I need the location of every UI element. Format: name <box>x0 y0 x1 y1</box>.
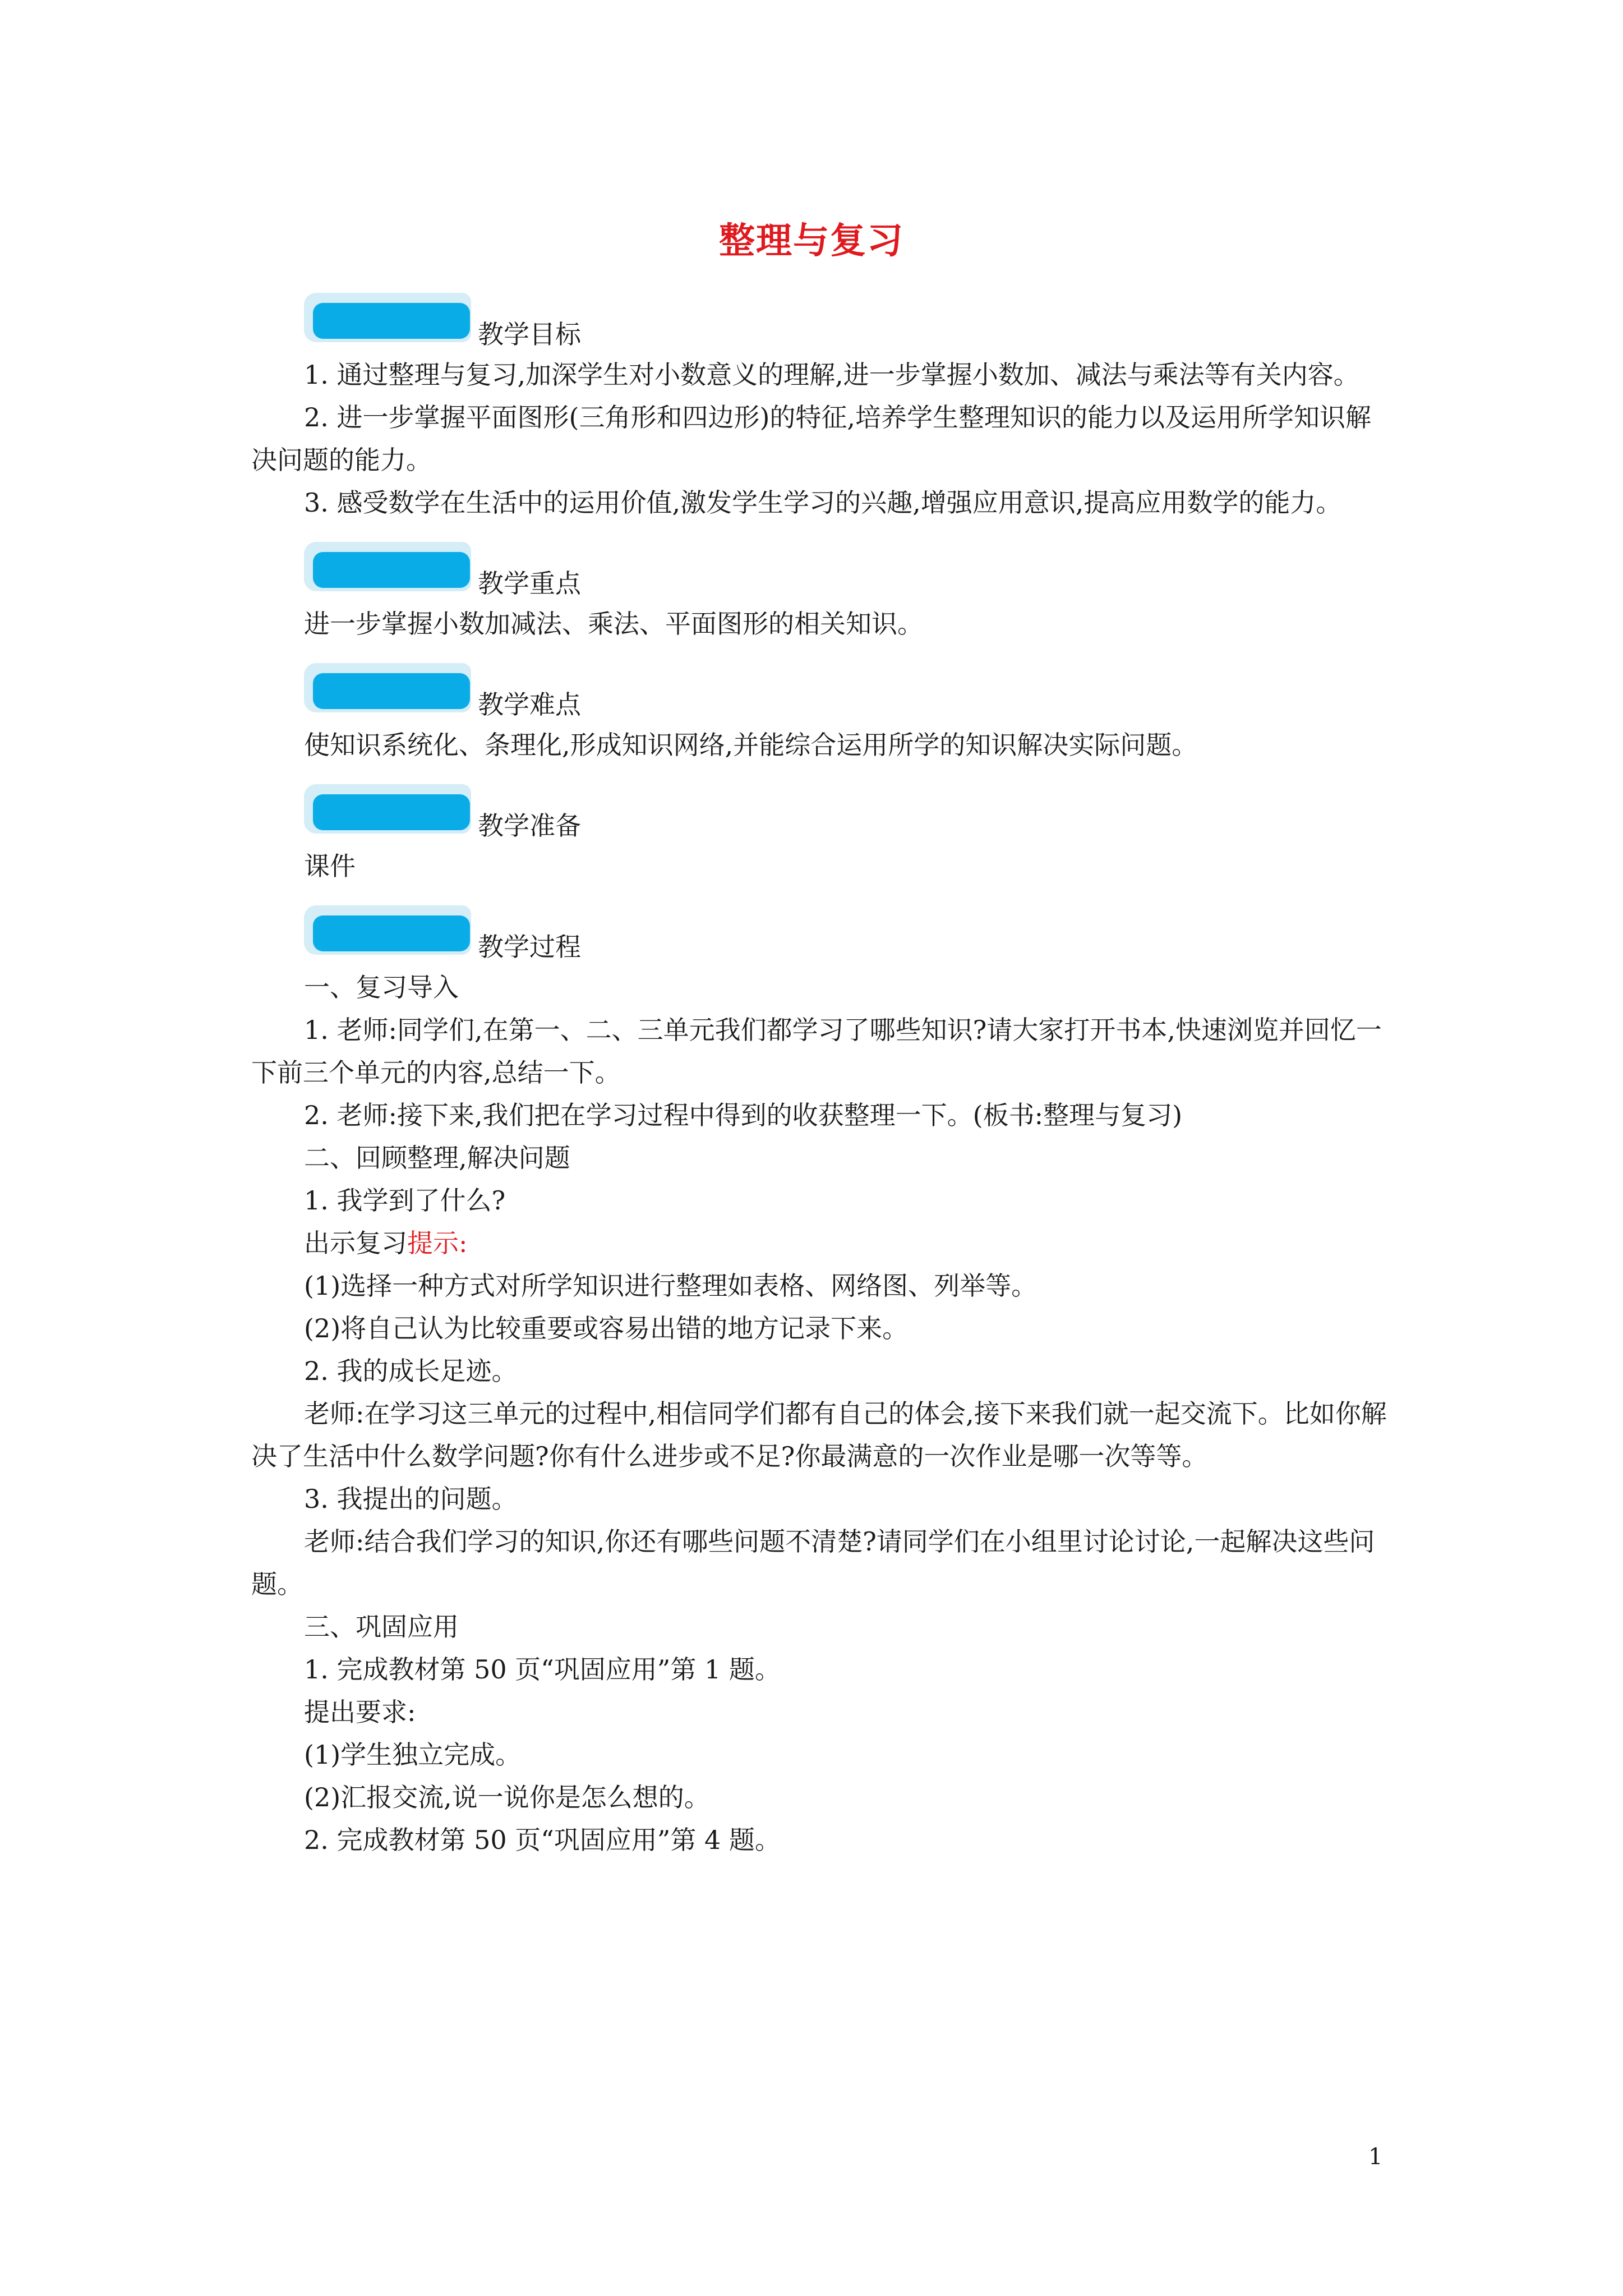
process-line: 1. 完成教材第 50 页“巩固应用”第 1 题。 <box>304 1654 781 1685</box>
process-line: 老师:结合我们学习的知识,你还有哪些问题不清楚?请同学们在小组里讨论讨论,一起解决这些问题。 <box>251 1526 1375 1599</box>
section-label-process: 教学过程 <box>478 932 581 962</box>
process-line: 老师:在学习这三单元的过程中,相信同学们都有自己的体会,接下来我们就一起交流下。比如你解决了生活中什么数学问题?你有什么进步或不足?你最满意的一次作业是哪一次等等。 <box>251 1398 1387 1471</box>
goal-item-2: 2. 进一步掌握平面图形(三角形和四边形)的特征,培养学生整理知识的能力以及运用所学知识解决问题的能力。 <box>251 402 1372 475</box>
section-badge-icon <box>304 293 471 349</box>
section-label-goals: 教学目标 <box>478 319 581 349</box>
hint-label: 提示: <box>407 1228 468 1258</box>
process-heading-2: 二、回顾整理,解决问题 <box>304 1143 570 1173</box>
process-line: (1)选择一种方式对所学知识进行整理如表格、网络图、列举等。 <box>304 1271 1038 1301</box>
lesson-content <box>251 292 1389 1861</box>
section-header-key-points <box>251 541 1389 602</box>
section-label-key-points: 教学重点 <box>478 568 581 599</box>
section-header-preparation <box>251 783 1389 845</box>
goal-item-3: 3. 感受数学在生活中的运用价值,激发学生学习的兴趣,增强应用意识,提高应用数学的能力。 <box>304 487 1342 518</box>
process-heading-1: 一、复习导入 <box>304 972 459 1002</box>
section-header-difficulties <box>251 662 1389 724</box>
section-badge-icon <box>304 905 471 961</box>
process-line: 2. 老师:接下来,我们把在学习过程中得到的收获整理一下。(板书:整理与复习) <box>304 1100 1183 1130</box>
process-heading-3: 三、巩固应用 <box>304 1612 459 1642</box>
process-line: 1. 老师:同学们,在第一、二、三单元我们都学习了哪些知识?请大家打开书本,快速浏览并回忆一下前三个单元的内容,总结一下。 <box>251 1015 1382 1088</box>
section-header-goals <box>251 292 1389 353</box>
process-line: (2)将自己认为比较重要或容易出错的地方记录下来。 <box>304 1313 909 1343</box>
process-line: (2)汇报交流,说一说你是怎么想的。 <box>304 1782 710 1812</box>
section-badge-icon <box>304 663 471 719</box>
goal-item-1: 1. 通过整理与复习,加深学生对小数意义的理解,进一步掌握小数加、减法与乘法等有关内容。 <box>304 360 1359 390</box>
page-title: 整理与复习 <box>719 220 904 262</box>
preparation-text: 课件 <box>304 851 356 881</box>
process-line: 2. 完成教材第 50 页“巩固应用”第 4 题。 <box>304 1825 781 1855</box>
section-badge-icon <box>304 784 471 840</box>
section-badge-icon <box>304 542 471 598</box>
section-label-difficulties: 教学难点 <box>478 689 581 720</box>
page-number: 1 <box>1368 2144 1383 2170</box>
process-line: 3. 我提出的问题。 <box>304 1484 518 1514</box>
key-points-text: 进一步掌握小数加减法、乘法、平面图形的相关知识。 <box>304 609 923 639</box>
difficulties-text: 使知识系统化、条理化,形成知识网络,并能综合运用所学的知识解决实际问题。 <box>304 730 1198 760</box>
process-line: 2. 我的成长足迹。 <box>304 1356 518 1386</box>
process-line: 提出要求: <box>304 1697 416 1727</box>
process-line: (1)学生独立完成。 <box>304 1740 522 1770</box>
section-header-process <box>251 904 1389 966</box>
section-label-preparation: 教学准备 <box>478 811 581 841</box>
hint-prefix: 出示复习 <box>304 1228 407 1258</box>
process-line-hint <box>251 1222 1389 1264</box>
process-line: 1. 我学到了什么? <box>304 1185 506 1216</box>
